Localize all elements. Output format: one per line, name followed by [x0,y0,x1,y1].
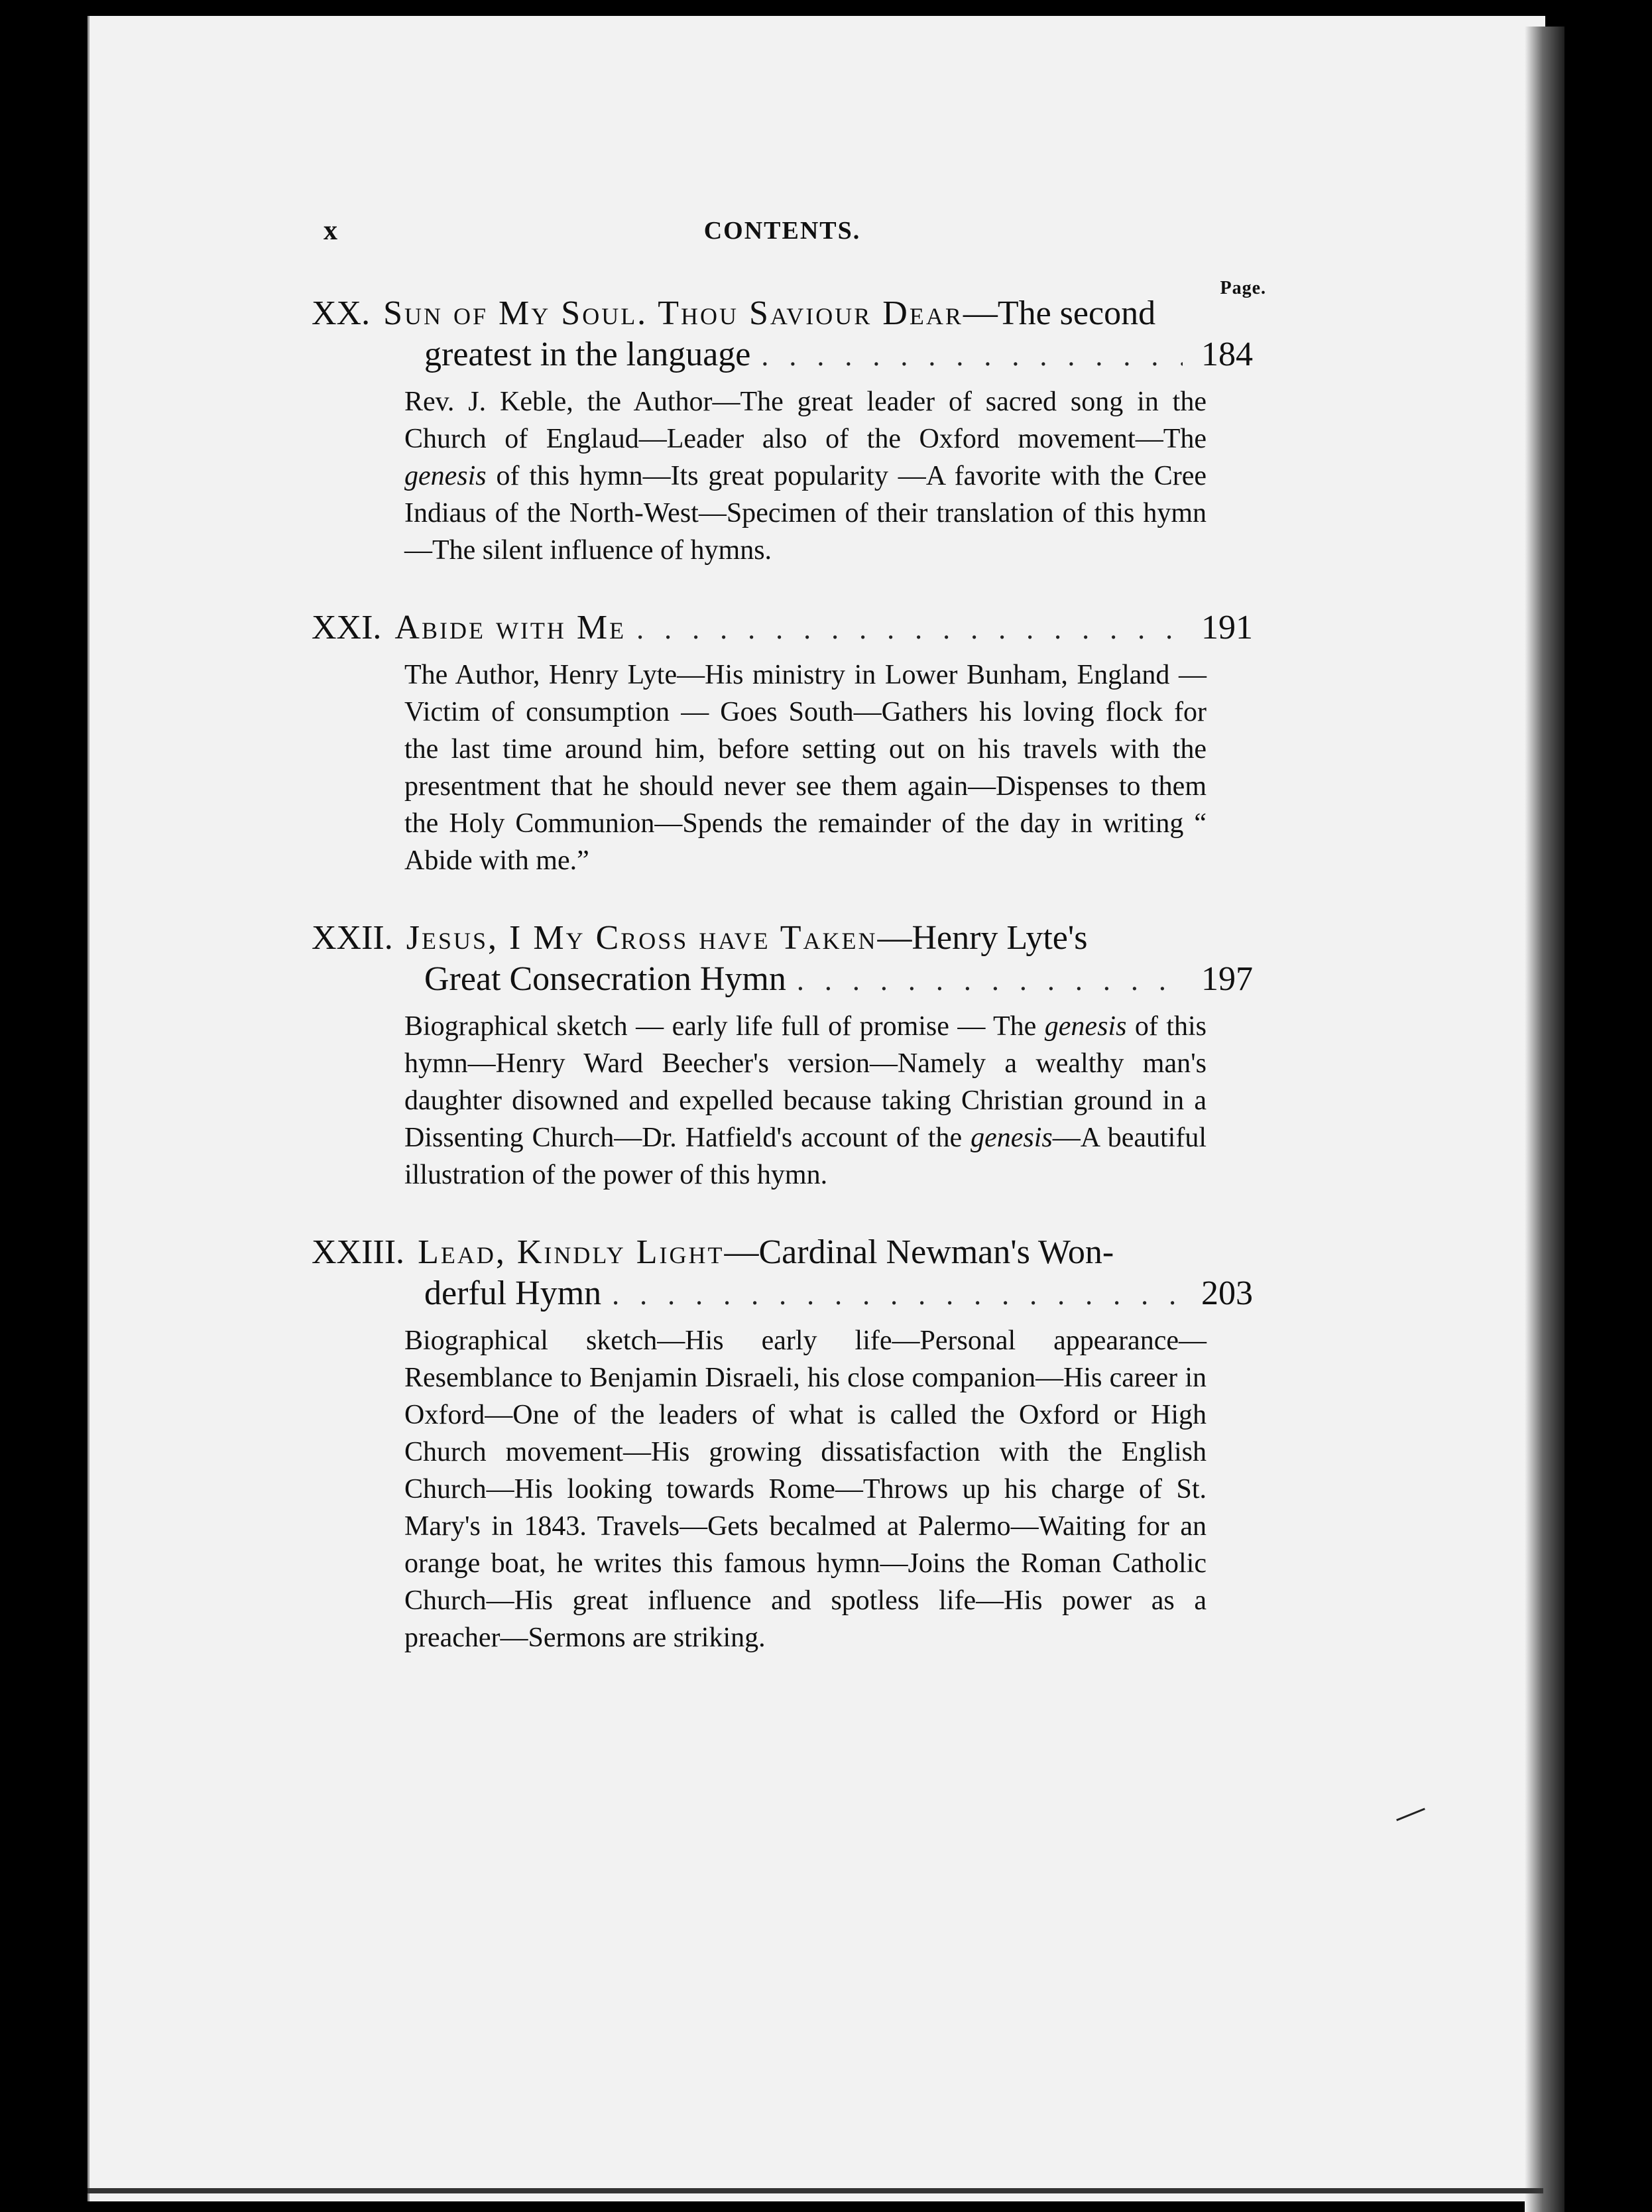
dot-leader [761,336,1183,377]
entry-numeral: XXIII. [312,1233,405,1271]
entry-page-number: 203 [1201,1274,1253,1312]
entry-subtitle-continued: Great Consecration Hymn [424,960,786,998]
entry-heading [312,918,1253,1001]
entry-numeral: XXII. [312,919,393,957]
entry-title: Lead, Kindly Light [418,1233,725,1271]
toc-entry [312,607,1253,879]
entry-subtitle-continued: greatest in the language [424,336,751,373]
description-italic: genesis [1044,1011,1127,1042]
entry-subtitle: —Cardinal Newman's Won- [724,1233,1114,1271]
entry-heading [312,1232,1253,1316]
description-italic: genesis [971,1123,1053,1153]
description-text: Biographical sketch — early life full of promise — The [404,1011,1045,1042]
entry-title: Sun of My Soul. Thou Saviour Dear [383,294,963,332]
description-text: The Author, Henry Lyte—His ministry in Lower Bunham, England — Victim of consumption — Goes South—Gathers his loving flock for the last time around him, before setting out on his travels with the presentment that he should never see them again—Dispenses to them the Holy Communion—Spends the remainder of the day in writing “ Abide with me.” [404,660,1207,876]
contents-body [312,212,1266,1695]
page-bottom-edge [88,2188,1543,2193]
entry-title: Abide with Me [394,609,626,646]
dot-leader [612,1274,1183,1316]
description-text: —A beautiful illustration of the power of this hymn. [404,1123,1207,1190]
description-italic: genesis [404,461,487,491]
toc-entry [312,293,1253,569]
dot-leader [636,609,1183,650]
toc-entry [312,1232,1253,1656]
description-text: Biographical sketch—His early life—Personal appearance—Resemblance to Benjamin Disraeli, his close companion—His career in Oxford—One of the leaders of what is called the Oxford or High Church movement—His growing dissatisfaction with the English Church—His looking towards Rome—Throws up his charge of St. Mary's in 1843. Travels—Gets becalmed at Palermo—Waiting for an orange boat, he writes this famous hymn—Joins the Roman Catholic Church—His great influence and spotless life—His power as a preacher—Sermons are striking. [404,1325,1207,1653]
page-edge-shadow [1525,27,1564,2212]
toc-entry [312,918,1253,1194]
entry-description [312,383,1253,569]
entry-description [312,656,1253,879]
entry-numeral: XXI. [312,609,382,646]
entry-subtitle: —The second [963,294,1156,332]
entry-heading [312,293,1253,377]
running-head [312,212,1253,259]
description-text: Rev. J. Keble, the Author—The great leader of sacred song in the Church of Englaud—Leader also of the Oxford movement—The [404,387,1207,454]
entry-page-number: 197 [1201,960,1253,998]
entry-heading [312,607,1253,650]
entry-subtitle-continued: derful Hymn [424,1274,602,1312]
page-column-label: Page. [1220,278,1266,298]
entry-subtitle: —Henry Lyte's [877,919,1088,957]
dot-leader [797,960,1183,1001]
entry-description [312,1322,1253,1656]
entry-page-number: 191 [1201,609,1253,646]
entry-description [312,1008,1253,1194]
description-text: of this hymn—Henry Ward Beecher's version—Namely a wealthy man's daughter disowned and expelled because taking Christian ground in a Dissenting Church—Dr. Hatfield's account of the [404,1011,1207,1153]
running-title: CONTENTS. [703,217,861,245]
description-text: of this hymn—Its great popularity —A favorite with the Cree Indiaus of the North-West—Specimen of their translation of this hymn—The silent influence of hymns. [404,461,1207,566]
entry-numeral: XX. [312,294,371,332]
folio: x [324,215,337,246]
entry-page-number: 184 [1201,336,1253,373]
entry-title: Jesus, I My Cross have Taken [406,919,878,957]
